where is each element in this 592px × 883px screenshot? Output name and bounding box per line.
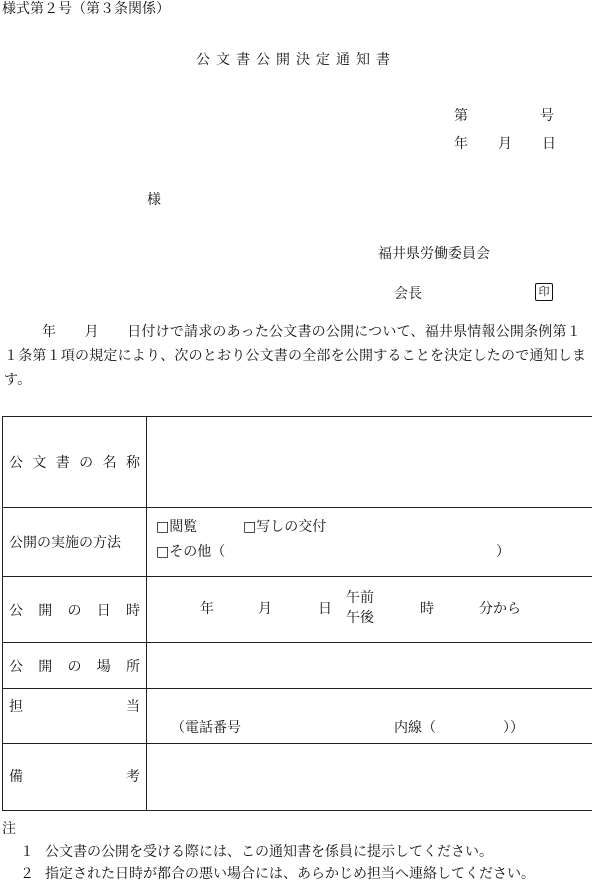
label-cell bbox=[3, 689, 147, 743]
label-cell bbox=[3, 417, 147, 507]
table-row-disclosure-method bbox=[3, 508, 592, 577]
other-close-paren: ） bbox=[496, 544, 510, 560]
label-char: 担 bbox=[9, 699, 23, 716]
label-char: 当 bbox=[126, 699, 140, 716]
notice-body-text: 年 月 日付けで請求のあった公文書の公開について、福井県情報公開条例第１１条第１項の規定により、次のとおり公文書の全部を公開することを決定したので通知します。 bbox=[4, 324, 587, 388]
document-number-suffix: 号 bbox=[540, 108, 554, 124]
table-row-disclosure-datetime bbox=[3, 577, 592, 643]
issue-date-year: 年 bbox=[454, 136, 468, 152]
table-row-document-name bbox=[3, 417, 592, 508]
contact-value bbox=[147, 689, 592, 743]
label-char: 書 bbox=[55, 455, 70, 471]
datetime-month: 月 bbox=[258, 601, 272, 617]
label-char: 考 bbox=[126, 768, 140, 785]
issue-date-day: 日 bbox=[542, 136, 556, 152]
label-char: の bbox=[67, 602, 82, 619]
issuer-title: 会長 bbox=[394, 286, 422, 302]
datetime-hour: 時 bbox=[420, 601, 434, 617]
page-title: 公文書公開決定通知書 bbox=[196, 52, 396, 68]
disclosure-method-value bbox=[147, 508, 592, 576]
seal-stamp: 印 bbox=[535, 283, 553, 301]
table-row-contact bbox=[3, 689, 592, 744]
other-checkbox-option[interactable]: □その他（ bbox=[156, 544, 226, 560]
label-char: 文 bbox=[32, 455, 47, 471]
notes-heading: 注 bbox=[2, 821, 16, 837]
label-char: 備 bbox=[9, 768, 23, 785]
note-text: 指定された日時が都合の悪い場合には、あらかじめ担当へ連絡してください。 bbox=[45, 866, 535, 882]
label-char: 場 bbox=[96, 658, 111, 675]
disclosure-datetime-label bbox=[9, 600, 140, 620]
label-char: 時 bbox=[126, 602, 140, 619]
addressee-honorific: 様 bbox=[147, 192, 161, 208]
copy-checkbox-option[interactable]: □写しの交付 bbox=[243, 519, 327, 535]
label-char: 開 bbox=[38, 658, 53, 675]
issue-date-month: 月 bbox=[498, 136, 512, 152]
label-char: 称 bbox=[125, 455, 140, 471]
remarks-value[interactable] bbox=[147, 744, 592, 810]
datetime-pm[interactable]: 午後 bbox=[346, 610, 374, 626]
label-char: 開 bbox=[38, 602, 53, 619]
document-name-value[interactable] bbox=[147, 417, 592, 507]
form-number: 様式第２号（第３条関係） bbox=[2, 1, 170, 17]
extension-label: 内線（ bbox=[394, 720, 436, 736]
disclosure-details-table bbox=[2, 416, 592, 811]
document-name-label bbox=[9, 452, 140, 472]
disclosure-datetime-value bbox=[147, 577, 592, 642]
datetime-am[interactable]: 午前 bbox=[346, 590, 374, 606]
document-number-prefix: 第 bbox=[454, 108, 468, 124]
label-char: 公 bbox=[9, 455, 23, 471]
view-checkbox-option[interactable]: □閲覧 bbox=[156, 519, 198, 535]
note-text: 公文書の公開を受ける際には、この通知書を係員に提示してください。 bbox=[45, 844, 493, 860]
disclosure-place-label bbox=[9, 656, 140, 676]
label-char: の bbox=[67, 658, 82, 675]
label-char: 所 bbox=[126, 658, 140, 675]
label-char: 公 bbox=[9, 602, 23, 619]
note-number: １ bbox=[20, 844, 34, 860]
label-cell bbox=[3, 643, 147, 688]
disclosure-method-label: 公開の実施の方法 bbox=[9, 535, 121, 551]
table-row-remarks bbox=[3, 744, 592, 810]
note-number: ２ bbox=[20, 866, 34, 882]
label-char: 名 bbox=[102, 455, 117, 471]
table-row-disclosure-place bbox=[3, 643, 592, 689]
contact-label bbox=[9, 696, 140, 716]
issuer-organization: 福井県労働委員会 bbox=[378, 246, 490, 262]
label-char: の bbox=[79, 455, 94, 471]
datetime-minute-from: 分から bbox=[479, 601, 521, 617]
label-char: 公 bbox=[9, 658, 23, 675]
label-cell bbox=[3, 577, 147, 642]
datetime-year: 年 bbox=[200, 601, 214, 617]
phone-number-label: （電話番号 bbox=[171, 720, 241, 736]
label-cell bbox=[3, 744, 147, 810]
remarks-label bbox=[9, 766, 140, 786]
datetime-day: 日 bbox=[318, 601, 332, 617]
disclosure-place-value[interactable] bbox=[147, 643, 592, 688]
label-cell bbox=[3, 508, 147, 576]
label-char: 日 bbox=[96, 602, 111, 619]
extension-close-paren: ）） bbox=[503, 720, 524, 736]
